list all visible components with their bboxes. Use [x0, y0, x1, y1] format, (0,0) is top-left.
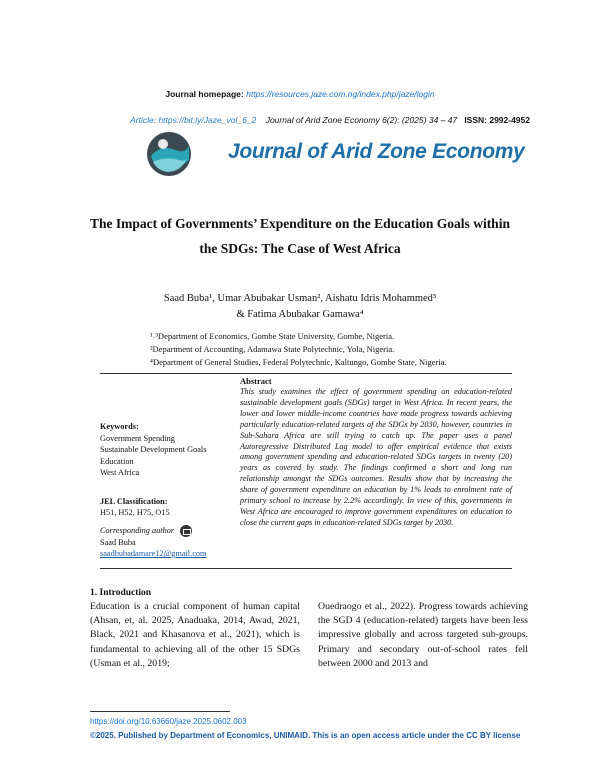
article-citation: Journal of Arid Zone Economy 6(2): (2025) 34 – 47	[265, 115, 458, 125]
affiliation: ²Department of Accounting, Adamawa State Polytechnic, Yola, Nigeria.	[150, 344, 395, 354]
paper-title	[70, 211, 530, 261]
keyword: Government Spending	[100, 433, 175, 443]
keywords-label: Keywords:	[100, 422, 139, 431]
divider-bottom	[100, 568, 512, 569]
authors-line: Saad Buba¹, Umar Abubakar Usman², Aishatu Idris Mohammed³	[163, 293, 437, 304]
keywords-panel	[100, 421, 235, 560]
journal-logo-icon	[145, 130, 193, 178]
affiliations	[150, 330, 447, 369]
abstract-heading: Abstract	[240, 376, 272, 386]
intro-column-right: Ouedraogo et al., 2022). Progress towards achieving the SGD 4 (education-related) targets have been less impressive globally and across targeted sub-groups. Primary and secondary out-of-school rates fell between 2000 and 2013 and	[318, 601, 528, 669]
abstract-text: This study examines the effect of government spending on education-related sustainable development goals (SDGs) target in West Africa. In recent years, the lower and lower middle-income countries have made progress towards achieving particularly education-related targets of the SDGs by 2030, however, countries in Sub-Sahara Africa are still trying to catch up. The paper uses a panel Autoregressive Distributed Lag model to offer empirical evidence that exists among government spending and education-related SDGs targets in twenty (20) years as covered by study. The findings confirmed a short and long run relationship amongst the SDGs outcomes. Results show that by increasing the share of government expenditure on education by 1% leads to enrolment rate of primary school to increase by 2.2% accordingly. In view of this, governments in West Africa are encouraged to improve government expenditures on education to close the current gaps in education-related SDGs target by 2030.	[240, 387, 512, 527]
corresponding-email[interactable]: saadbubadamare12@gmail.com	[100, 549, 207, 559]
authors-line: & Fatima Abubakar Gamawa⁴	[236, 309, 364, 320]
article-label: Article:	[130, 115, 159, 125]
corresponding-label: Corresponding author	[100, 525, 175, 535]
keyword: Education	[100, 456, 134, 466]
jel-codes: H51, H52, H75, O15	[100, 508, 170, 517]
homepage-link[interactable]: https://resources.jaze.com.ng/index.php/jaze/login	[246, 89, 435, 99]
corresponding-name: Saad Buba	[100, 537, 136, 547]
doi-link[interactable]: https://doi.org/10.63660/jaze.2025.0602.003	[90, 717, 247, 726]
divider-top	[100, 373, 512, 374]
homepage-label: Journal homepage:	[165, 89, 247, 99]
article-link[interactable]: https://bit.ly/Jaze_vol_6_2	[158, 115, 257, 125]
issn: ISSN: 2992-4952	[464, 115, 530, 125]
journal-homepage-line	[0, 89, 600, 99]
intro-column-left: Education is a crucial component of human capital (Ahsan, et, al. 2025, Anaduaka, 2014, Awad, 2021, Black, 2021 and Khasanova et al., 2021), which is fundamental to achieving all of the other 15 SDGs (Usman et al., 2019;	[90, 601, 300, 669]
jel-label: JEL Classification:	[100, 496, 168, 506]
envelope-icon	[180, 525, 192, 537]
affiliation: ¹˒³Department of Economics, Gombe State University, Gombe, Nigeria.	[150, 331, 395, 341]
authors	[70, 291, 530, 323]
footnote-rule	[90, 711, 230, 712]
affiliation: ⁴Department of General Studies, Federal Polytechnic, Kaltungo, Gombe State, Nigeria.	[150, 357, 447, 367]
introduction-heading: 1. Introduction	[90, 588, 152, 598]
keyword: West Africa	[100, 468, 140, 477]
title-line: The Impact of Governments’ Expenditure on the Education Goals within	[90, 216, 510, 231]
title-line: the SDGs: The Case of West Africa	[199, 241, 401, 256]
article-line	[130, 115, 530, 125]
copyright-notice: ©2025. Published by Department of Economics, UNIMAID. This is an open access article under the CC BY license	[90, 731, 521, 740]
journal-name: Journal of Arid Zone Economy	[228, 140, 525, 163]
keyword: Sustainable Development Goals	[100, 445, 207, 454]
